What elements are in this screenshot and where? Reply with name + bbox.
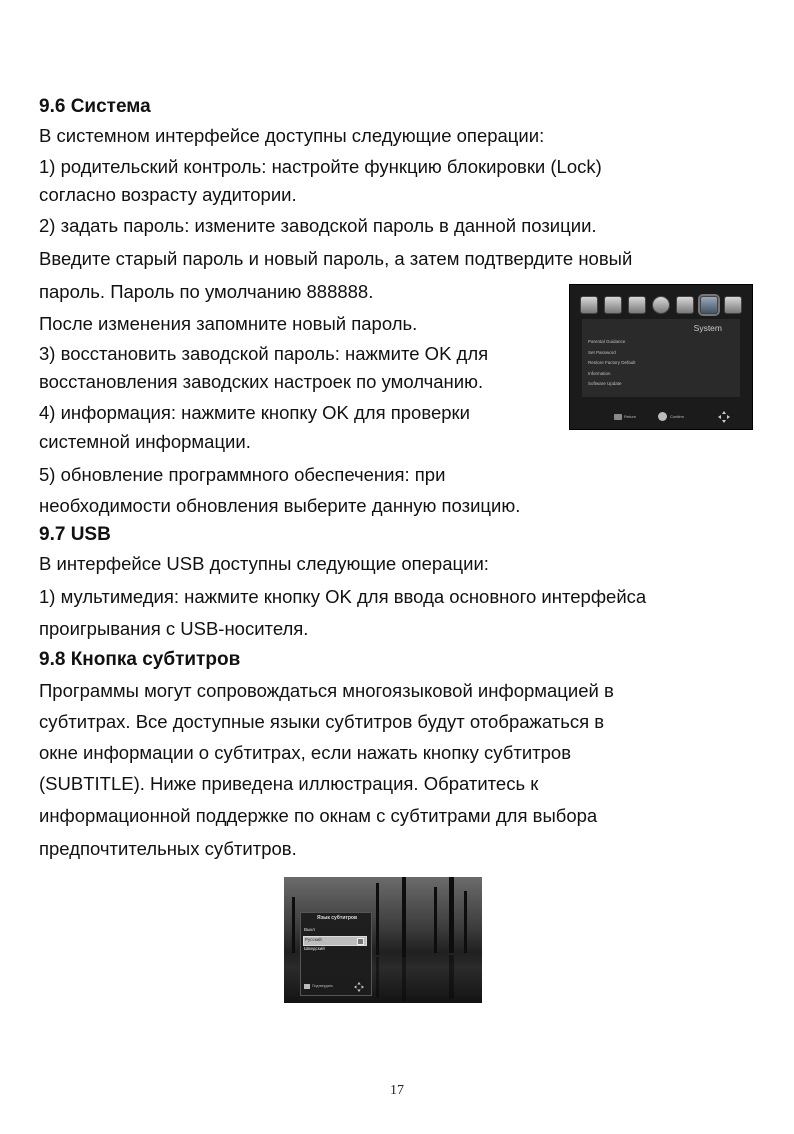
- system-footer: [570, 407, 752, 429]
- text-line: Введите старый пароль и новый пароль, а затем подтвердите новый: [39, 248, 633, 269]
- text-line: После изменения запомните новый пароль.: [39, 313, 418, 334]
- tree-reflection: [376, 957, 379, 997]
- section-heading-usb: 9.7 USB: [39, 524, 111, 545]
- system-menu-list: [588, 337, 636, 390]
- menu-item-restore-default: Restore Factory Default: [588, 360, 636, 365]
- text-line: В интерфейсе USB доступны следующие операции:: [39, 553, 489, 574]
- subtitle-option-off: Выкл: [304, 927, 315, 932]
- text-line: 5) обновление программного обеспечения: при: [39, 464, 446, 485]
- ok-key-icon: [304, 984, 310, 989]
- text-line: пароль. Пароль по умолчанию 888888.: [39, 281, 374, 302]
- program-icon: [580, 296, 598, 314]
- section-heading-system: 9.6 Система: [39, 96, 151, 117]
- usb-icon: [724, 296, 742, 314]
- text-line: субтитрах. Все доступные языки субтитров будут отображаться в: [39, 711, 605, 732]
- subtitle-dialog-title: Язык субтитров: [317, 915, 358, 921]
- text-line: необходимости обновления выберите данную позицию.: [39, 495, 521, 516]
- return-label: Return: [624, 414, 637, 419]
- menu-icon-bar: [580, 294, 742, 316]
- system-title: System: [693, 323, 722, 333]
- picture-icon: [604, 296, 622, 314]
- confirm-label: Confirm: [670, 414, 685, 419]
- text-line: восстановления заводских настроек по умолчанию.: [39, 371, 484, 392]
- section-heading-subtitles: 9.8 Кнопка субтитров: [39, 649, 241, 670]
- ok-key-icon: [658, 412, 667, 421]
- navigation-arrows-icon: [354, 982, 364, 992]
- tree-trunk: [464, 891, 467, 953]
- text-line: 3) восстановить заводской пароль: нажмите OK для: [39, 343, 489, 364]
- text-line: 4) информация: нажмите кнопку OK для проверки: [39, 402, 470, 423]
- navigation-arrows-icon: [718, 411, 730, 423]
- text-line: 2) задать пароль: измените заводской пароль в данной позиции.: [39, 215, 597, 236]
- system-menu-screenshot: [569, 284, 753, 430]
- tree-trunk: [292, 897, 295, 953]
- system-panel: [582, 319, 740, 397]
- text-line: Программы могут сопровождаться многоязыковой информацией в: [39, 680, 614, 701]
- tree-reflection: [449, 955, 454, 999]
- text-line: 1) мультимедия: нажмите кнопку OK для ввода основного интерфейса: [39, 586, 647, 607]
- text-line: окне информации о субтитрах, если нажать кнопку субтитров: [39, 742, 572, 763]
- text-line: 1) родительский контроль: настройте функцию блокировки (Lock): [39, 156, 602, 177]
- subtitle-dialog-footer: [304, 982, 368, 992]
- channel-search-icon: [628, 296, 646, 314]
- tree-trunk: [376, 883, 379, 955]
- tree-trunk: [434, 887, 437, 953]
- text-line: проигрывания с USB-носителя.: [39, 618, 309, 639]
- text-line: (SUBTITLE). Ниже приведена иллюстрация. Обратитесь к: [39, 773, 539, 794]
- confirm-label: Подтвердить: [312, 984, 334, 988]
- subtitle-screenshot: [284, 877, 482, 1003]
- time-icon: [652, 296, 670, 314]
- return-key-icon: [614, 414, 622, 420]
- text-line: предпочтительных субтитров.: [39, 838, 297, 859]
- tree-reflection: [402, 957, 406, 1001]
- menu-item-set-password: Set Password: [588, 349, 616, 355]
- text-line: системной информации.: [39, 431, 251, 452]
- subtitle-option-swedish: Шведский: [304, 946, 325, 951]
- menu-item-parental-guidance: Parental Guidance: [588, 339, 626, 344]
- check-icon: [357, 938, 364, 945]
- subtitle-language-dialog: [300, 912, 372, 996]
- menu-item-information: Information: [588, 370, 611, 376]
- subtitle-option-russian: Русский: [305, 937, 322, 942]
- option-icon: [676, 296, 694, 314]
- text-line: информационной поддержке по окнам с субтитрами для выбора: [39, 805, 598, 826]
- tree-trunk: [402, 877, 406, 957]
- tree-trunk: [449, 877, 454, 953]
- text-line: согласно возрасту аудитории.: [39, 184, 297, 205]
- subtitle-option-selected: [303, 936, 367, 946]
- text-line: В системном интерфейсе доступны следующие операции:: [39, 125, 545, 146]
- page-number: 17: [390, 1083, 404, 1098]
- system-icon: [700, 296, 718, 314]
- menu-item-software-update: Software Update: [588, 381, 622, 386]
